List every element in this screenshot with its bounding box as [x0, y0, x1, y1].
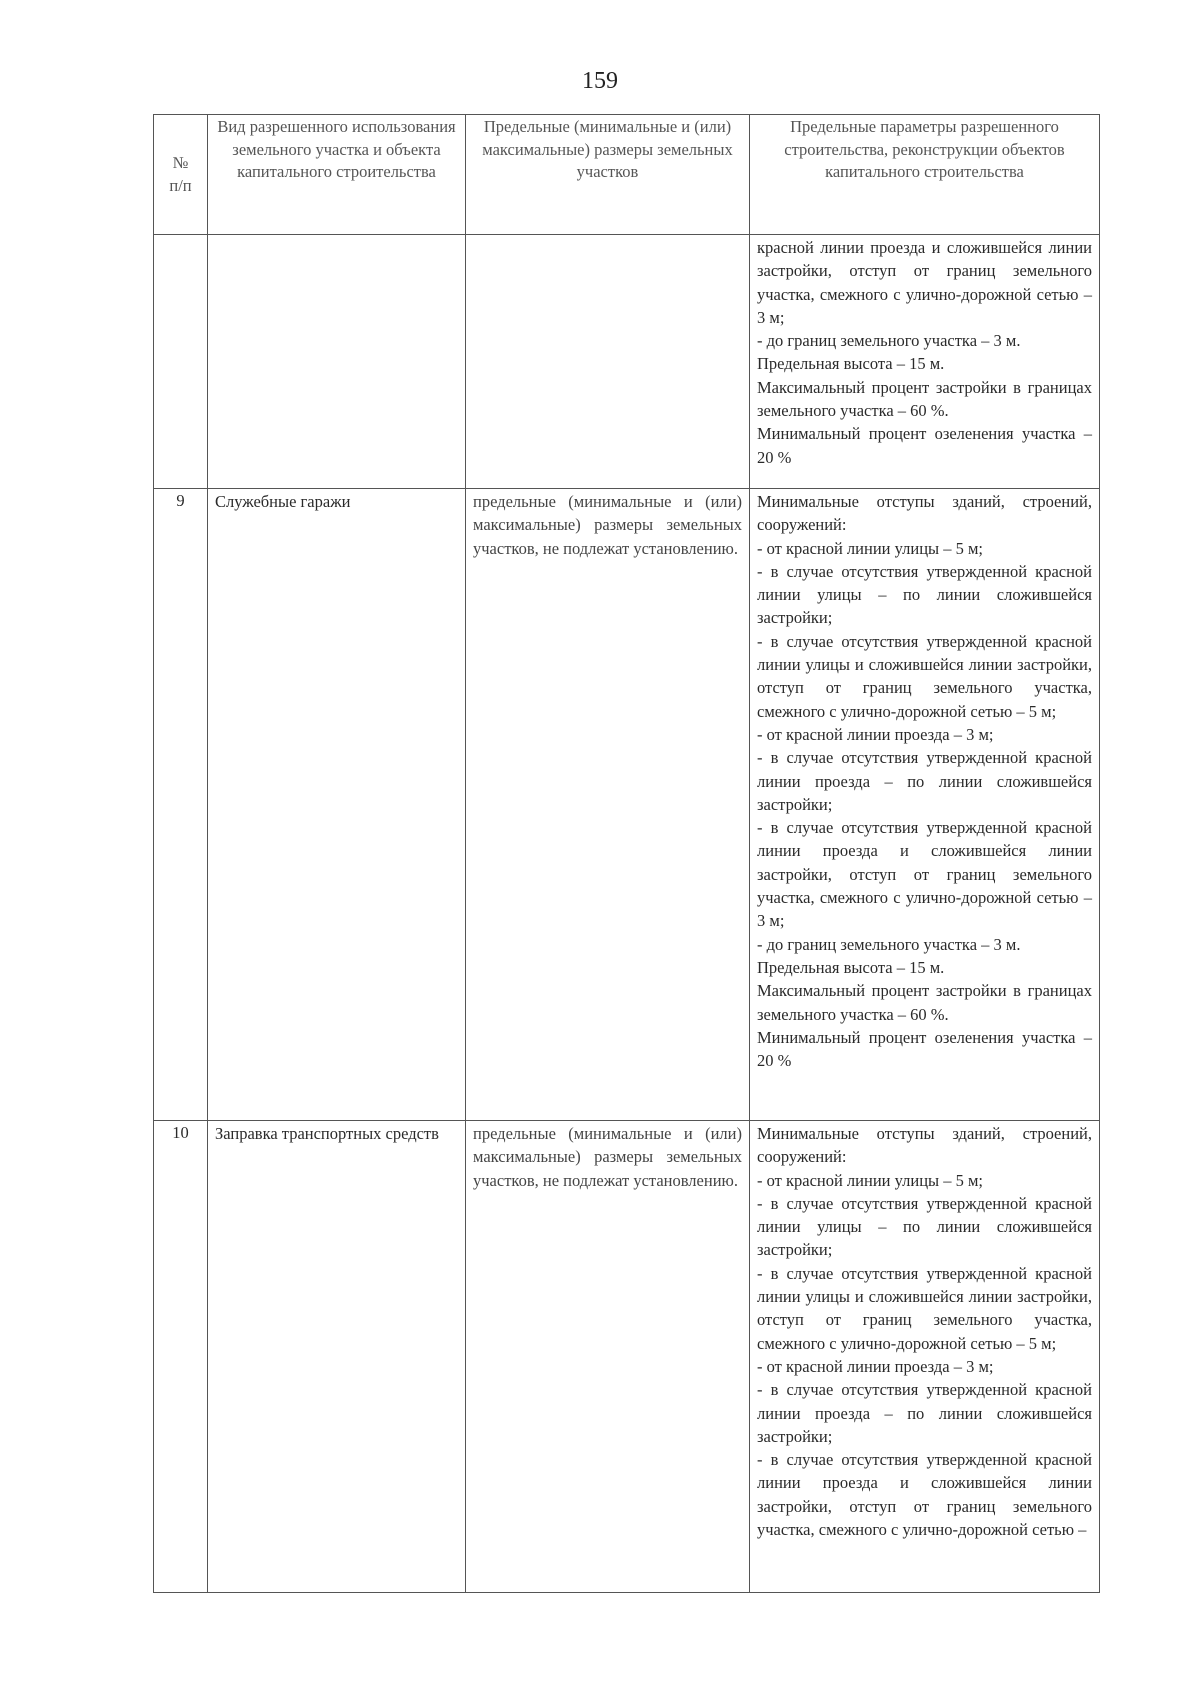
header-number: № п/п — [154, 115, 208, 235]
header-construction-params: Предельные параметры разрешенного строительства, реконструкции объектов капитального строительства — [750, 115, 1100, 235]
row-plot-size: предельные (минимальные и (или) максимальные) размеры земельных участков, не подлежат установлению. — [466, 1121, 750, 1593]
header-use-type: Вид разрешенного использования земельного участка и объекта капитального строительства — [208, 115, 466, 235]
table-header-row — [154, 115, 1100, 235]
header-plot-size: Предельные (минимальные и (или) максимальные) размеры земельных участков — [466, 115, 750, 235]
row-use-type: Служебные гаражи — [208, 489, 466, 1121]
zoning-parameters-table — [153, 114, 1100, 1593]
row-number — [154, 235, 208, 489]
table-row — [154, 1121, 1100, 1593]
row-params: Минимальные отступы зданий, строений, сооружений: - от красной линии улицы – 5 м; - в случае отсутствия утвержденной красной линии улицы – по линии сложившейся застройки; - в случае отсутствия утвержденной красной линии улицы и сложившейся линии застройки, отступ от границ земельного участка, смежного с улично-дорожной сетью – 5 м; - от красной линии проезда – 3 м; - в случае отсутствия утвержденной красной линии проезда – по линии сложившейся застройки; - в случае отсутствия утвержденной красной линии проезда и сложившейся линии застройки, отступ от границ земельного участка, смежного с улично-дорожной сетью – 3 м; - до границ земельного участка – 3 м. Предельная высота – 15 м. Максимальный процент застройки в границах земельного участка – 60 %. Минимальный процент озеленения участка – 20 % — [750, 489, 1100, 1121]
row-plot-size — [466, 235, 750, 489]
row-plot-size: предельные (минимальные и (или) максимальные) размеры земельных участков, не подлежат установлению. — [466, 489, 750, 1121]
page-number: 159 — [582, 68, 618, 94]
table-row — [154, 489, 1100, 1121]
row-use-type: Заправка транспортных средств — [208, 1121, 466, 1593]
row-use-type — [208, 235, 466, 489]
row-params: красной линии проезда и сложившейся линии застройки, отступ от границ земельного участка, смежного с улично-дорожной сетью – 3 м; - до границ земельного участка – 3 м. Предельная высота – 15 м. Максимальный процент застройки в границах земельного участка – 60 %. Минимальный процент озеленения участка – 20 % — [750, 235, 1100, 489]
table-row — [154, 235, 1100, 489]
row-number: 10 — [154, 1121, 208, 1593]
row-number: 9 — [154, 489, 208, 1121]
row-params: Минимальные отступы зданий, строений, сооружений: - от красной линии улицы – 5 м; - в случае отсутствия утвержденной красной линии улицы – по линии сложившейся застройки; - в случае отсутствия утвержденной красной линии улицы и сложившейся линии застройки, отступ от границ земельного участка, смежного с улично-дорожной сетью – 5 м; - от красной линии проезда – 3 м; - в случае отсутствия утвержденной красной линии проезда – по линии сложившейся застройки; - в случае отсутствия утвержденной красной линии проезда и сложившейся линии застройки, отступ от границ земельного участка, смежного с улично-дорожной сетью – — [750, 1121, 1100, 1593]
